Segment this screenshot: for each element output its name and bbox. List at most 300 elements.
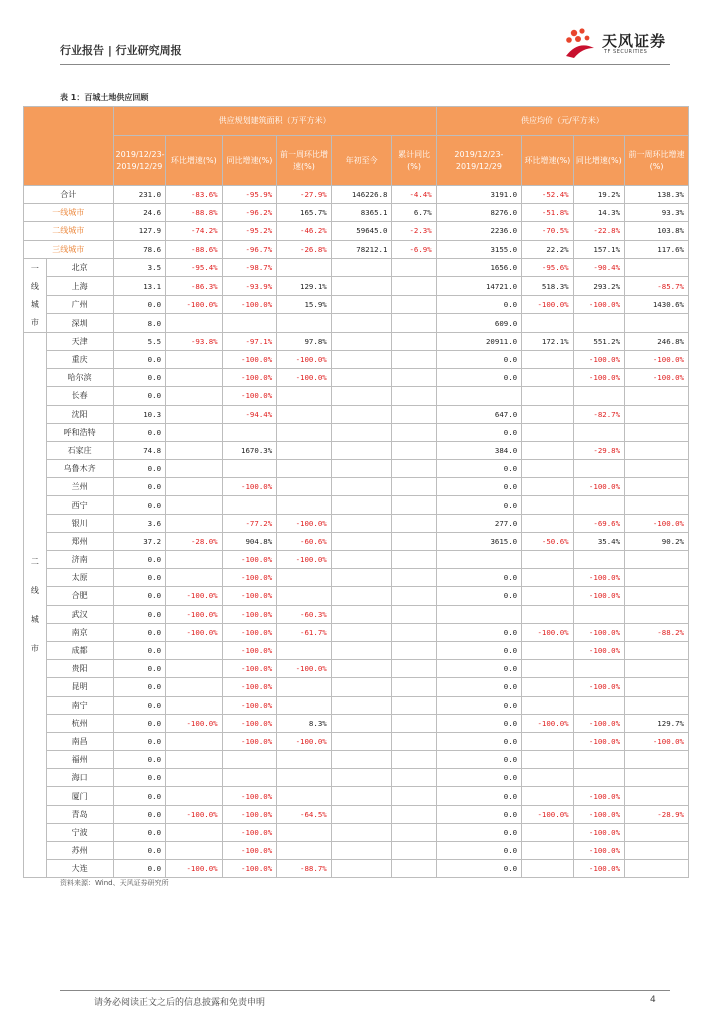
table-cell <box>331 387 392 405</box>
table-cell <box>522 732 573 750</box>
table-cell: 1656.0 <box>436 258 521 277</box>
table-row <box>24 460 689 478</box>
city-name: 兰州 <box>46 478 113 496</box>
city-name: 太原 <box>46 569 113 587</box>
table-cell: 78.6 <box>113 240 165 258</box>
table-cell: 0.0 <box>113 641 165 659</box>
city-name: 南昌 <box>46 732 113 750</box>
table-cell <box>522 860 573 878</box>
table-cell <box>277 587 332 605</box>
header-corner <box>24 107 114 186</box>
table-cell <box>625 587 689 605</box>
table-cell <box>392 769 436 787</box>
table-cell <box>331 769 392 787</box>
table-row <box>24 714 689 732</box>
table-row <box>24 478 689 496</box>
city-name: 沈阳 <box>46 405 113 423</box>
city-name: 天津 <box>46 332 113 350</box>
table-cell <box>166 660 223 678</box>
table-cell: -100.0% <box>625 350 689 368</box>
table-cell <box>277 641 332 659</box>
table-cell <box>392 350 436 368</box>
table-cell <box>522 842 573 860</box>
table-cell: 1430.6% <box>625 295 689 314</box>
table-cell <box>436 387 521 405</box>
table-cell <box>625 605 689 623</box>
table-cell <box>522 569 573 587</box>
table-cell: -100.0% <box>573 369 624 387</box>
table-cell <box>331 369 392 387</box>
table-title: 表 1：百城土地供应回顾 <box>60 93 149 102</box>
header-divider <box>60 64 670 65</box>
table-cell: 10.3 <box>113 405 165 423</box>
table-cell: -100.0% <box>166 623 223 641</box>
table-cell <box>277 769 332 787</box>
table-cell <box>331 751 392 769</box>
city-name: 哈尔滨 <box>46 369 113 387</box>
table-cell: -85.7% <box>625 277 689 296</box>
table-cell <box>625 860 689 878</box>
table-cell: 78212.1 <box>331 240 392 258</box>
table-cell: 0.0 <box>113 787 165 805</box>
table-cell: -93.8% <box>166 332 223 350</box>
table-row <box>24 696 689 714</box>
table-cell: -94.4% <box>222 405 277 423</box>
subheader-cell: 环比增速(%) <box>522 136 573 186</box>
table-cell <box>166 787 223 805</box>
table-cell <box>625 478 689 496</box>
table-row <box>24 350 689 368</box>
table-cell: 8.3% <box>277 714 332 732</box>
table-cell <box>166 314 223 333</box>
table-cell: 0.0 <box>113 295 165 314</box>
table-cell <box>522 678 573 696</box>
table-cell <box>625 423 689 441</box>
table-cell: -100.0% <box>166 860 223 878</box>
table-row <box>24 314 689 333</box>
table-cell <box>573 660 624 678</box>
table-cell: -100.0% <box>222 805 277 823</box>
table-cell <box>277 441 332 459</box>
table-cell <box>392 823 436 841</box>
table-row <box>24 551 689 569</box>
table-cell <box>166 423 223 441</box>
table-cell <box>166 387 223 405</box>
table-cell <box>625 769 689 787</box>
table-cell: -100.0% <box>222 387 277 405</box>
table-cell <box>166 478 223 496</box>
table-cell: 0.0 <box>436 660 521 678</box>
table-cell <box>277 569 332 587</box>
table-row <box>24 678 689 696</box>
table-cell: 3.5 <box>113 258 165 277</box>
table-cell <box>331 641 392 659</box>
table-cell <box>222 751 277 769</box>
table-cell: 0.0 <box>113 823 165 841</box>
table-cell: -88.7% <box>277 860 332 878</box>
table-cell: -95.4% <box>166 258 223 277</box>
table-row <box>24 332 689 350</box>
table-cell: -100.0% <box>573 350 624 368</box>
table-cell <box>331 496 392 514</box>
table-cell: -88.8% <box>166 204 223 222</box>
table-cell: -100.0% <box>222 732 277 750</box>
table-cell: 0.0 <box>436 569 521 587</box>
table-cell <box>166 842 223 860</box>
table-cell <box>392 732 436 750</box>
land-supply-table <box>23 106 689 878</box>
city-name: 昆明 <box>46 678 113 696</box>
table-cell: -100.0% <box>222 587 277 605</box>
table-cell <box>331 823 392 841</box>
table-cell: 0.0 <box>113 551 165 569</box>
table-cell <box>392 787 436 805</box>
table-cell: -52.4% <box>522 186 573 204</box>
table-cell: 277.0 <box>436 514 521 532</box>
table-cell <box>625 405 689 423</box>
table-cell <box>573 605 624 623</box>
city-name: 上海 <box>46 277 113 296</box>
table-cell <box>392 441 436 459</box>
table-cell <box>522 460 573 478</box>
table-cell <box>573 314 624 333</box>
table-cell <box>625 678 689 696</box>
table-cell: -100.0% <box>222 295 277 314</box>
table-cell: -100.0% <box>573 860 624 878</box>
table-cell: -100.0% <box>222 641 277 659</box>
table-cell <box>222 769 277 787</box>
table-cell <box>277 823 332 841</box>
table-cell <box>331 678 392 696</box>
table-cell: 165.7% <box>277 204 332 222</box>
city-name: 杭州 <box>46 714 113 732</box>
table-row <box>24 732 689 750</box>
table-cell <box>166 641 223 659</box>
table-cell <box>331 842 392 860</box>
table-cell <box>625 751 689 769</box>
table-cell <box>392 496 436 514</box>
table-cell: 0.0 <box>113 751 165 769</box>
table-cell <box>331 314 392 333</box>
table-cell: -96.7% <box>222 240 277 258</box>
summary-label: 合计 <box>24 186 114 204</box>
table-cell: -100.0% <box>573 787 624 805</box>
table-cell: 0.0 <box>113 805 165 823</box>
table-cell: 6.7% <box>392 204 436 222</box>
table-cell: -100.0% <box>222 551 277 569</box>
table-cell: 0.0 <box>436 496 521 514</box>
table-cell: -100.0% <box>222 623 277 641</box>
table-cell: 117.6% <box>625 240 689 258</box>
table-cell: 0.0 <box>436 423 521 441</box>
table-cell <box>392 678 436 696</box>
table-cell: 0.0 <box>436 587 521 605</box>
table-cell <box>166 732 223 750</box>
table-cell: 13.1 <box>113 277 165 296</box>
table-cell: 0.0 <box>113 587 165 605</box>
table-cell: -100.0% <box>222 350 277 368</box>
subheader-cell: 年初至今 <box>331 136 392 186</box>
table-cell: -82.7% <box>573 405 624 423</box>
table-cell: 0.0 <box>436 641 521 659</box>
table-header-row <box>24 107 689 136</box>
table-cell <box>277 696 332 714</box>
table-row <box>24 660 689 678</box>
table-cell: -60.3% <box>277 605 332 623</box>
table-cell: -100.0% <box>222 569 277 587</box>
table-cell <box>392 387 436 405</box>
source-note: 资料来源：Wind、天风证券研究所 <box>60 879 169 887</box>
table-cell: -100.0% <box>573 623 624 641</box>
city-name: 成都 <box>46 641 113 659</box>
table-cell: 0.0 <box>113 478 165 496</box>
table-cell <box>331 732 392 750</box>
table-cell: 293.2% <box>573 277 624 296</box>
table-cell: 8276.0 <box>436 204 521 222</box>
table-cell <box>166 696 223 714</box>
table-cell: 3191.0 <box>436 186 521 204</box>
table-cell: -100.0% <box>573 587 624 605</box>
table-cell: -61.7% <box>277 623 332 641</box>
city-name: 石家庄 <box>46 441 113 459</box>
table-cell: -88.6% <box>166 240 223 258</box>
table-cell: -100.0% <box>573 641 624 659</box>
table-cell <box>522 660 573 678</box>
table-row <box>24 258 689 277</box>
table-cell: -64.5% <box>277 805 332 823</box>
table-cell: 0.0 <box>113 696 165 714</box>
table-cell: -100.0% <box>166 805 223 823</box>
table-cell: -70.5% <box>522 222 573 240</box>
table-cell: 146226.8 <box>331 186 392 204</box>
table-cell: 14721.0 <box>436 277 521 296</box>
table-cell: 0.0 <box>436 478 521 496</box>
table-cell <box>522 641 573 659</box>
table-cell <box>625 551 689 569</box>
page-header <box>60 32 670 70</box>
table-cell: 0.0 <box>436 696 521 714</box>
table-cell: 0.0 <box>436 787 521 805</box>
table-cell <box>392 623 436 641</box>
city-name: 重庆 <box>46 350 113 368</box>
table-cell: 5.5 <box>113 332 165 350</box>
table-cell: -28.9% <box>625 805 689 823</box>
table-cell <box>277 387 332 405</box>
table-cell <box>522 605 573 623</box>
table-cell: 0.0 <box>113 769 165 787</box>
table-cell: -6.9% <box>392 240 436 258</box>
table-cell: -100.0% <box>222 787 277 805</box>
table-cell: -51.8% <box>522 204 573 222</box>
table-cell: -26.8% <box>277 240 332 258</box>
table-cell <box>625 258 689 277</box>
table-cell <box>522 387 573 405</box>
table-cell <box>392 314 436 333</box>
table-cell <box>522 514 573 532</box>
table-cell <box>625 696 689 714</box>
table-cell <box>331 277 392 296</box>
table-cell: 3615.0 <box>436 532 521 550</box>
table-row <box>24 860 689 878</box>
table-cell: 19.2% <box>573 186 624 204</box>
table-cell: -100.0% <box>222 605 277 623</box>
city-name: 郑州 <box>46 532 113 550</box>
table-cell <box>392 295 436 314</box>
table-cell: -100.0% <box>277 369 332 387</box>
table-cell <box>392 660 436 678</box>
table-row <box>24 423 689 441</box>
table-cell: 0.0 <box>113 369 165 387</box>
table-cell: -28.0% <box>166 532 223 550</box>
table-cell: 904.8% <box>222 532 277 550</box>
table-cell <box>625 660 689 678</box>
city-name: 宁波 <box>46 823 113 841</box>
city-name: 南宁 <box>46 696 113 714</box>
table-cell: 0.0 <box>113 423 165 441</box>
table-cell: -60.6% <box>277 532 332 550</box>
table-row <box>24 532 689 550</box>
table-cell <box>331 551 392 569</box>
city-name: 苏州 <box>46 842 113 860</box>
table-cell: -95.9% <box>222 186 277 204</box>
table-cell <box>222 314 277 333</box>
table-row <box>24 441 689 459</box>
subheader-cell: 2019/12/23-2019/12/29 <box>436 136 521 186</box>
table-cell <box>166 441 223 459</box>
tf-securities-logo <box>560 24 670 64</box>
table-cell: 231.0 <box>113 186 165 204</box>
table-row <box>24 387 689 405</box>
table-cell: -27.9% <box>277 186 332 204</box>
subheader-cell: 同比增速(%) <box>222 136 277 186</box>
table-cell <box>166 496 223 514</box>
table-cell <box>392 532 436 550</box>
header-group-area: 供应规划建筑面积（万平方米） <box>113 107 436 136</box>
table-cell: -100.0% <box>573 732 624 750</box>
table-cell <box>573 387 624 405</box>
header-group-price: 供应均价（元/平方米） <box>436 107 688 136</box>
table-cell: -100.0% <box>222 478 277 496</box>
table-cell: -22.8% <box>573 222 624 240</box>
table-cell: -100.0% <box>222 860 277 878</box>
table-cell <box>166 569 223 587</box>
table-cell <box>166 350 223 368</box>
table-row <box>24 823 689 841</box>
table-cell: -100.0% <box>166 587 223 605</box>
table-cell: 138.3% <box>625 186 689 204</box>
city-name: 长春 <box>46 387 113 405</box>
table-cell <box>392 258 436 277</box>
table-cell: -100.0% <box>277 514 332 532</box>
table-cell <box>625 314 689 333</box>
table-cell: -86.3% <box>166 277 223 296</box>
table-cell <box>522 478 573 496</box>
table-cell: 0.0 <box>113 714 165 732</box>
table-cell: -50.6% <box>522 532 573 550</box>
table-cell: 0.0 <box>113 623 165 641</box>
table-cell <box>392 605 436 623</box>
table-cell: 8365.1 <box>331 204 392 222</box>
table-cell <box>522 587 573 605</box>
table-cell: -2.3% <box>392 222 436 240</box>
table-cell: 24.6 <box>113 204 165 222</box>
table-cell <box>392 332 436 350</box>
report-category: 行业报告 | 行业研究周报 <box>60 44 182 57</box>
table-cell <box>331 714 392 732</box>
table-row <box>24 842 689 860</box>
table-cell <box>573 769 624 787</box>
table-cell <box>522 350 573 368</box>
table-cell: -100.0% <box>222 660 277 678</box>
table-cell: 0.0 <box>113 605 165 623</box>
table-cell <box>277 787 332 805</box>
table-cell: 3155.0 <box>436 240 521 258</box>
table-row <box>24 641 689 659</box>
table-cell: 172.1% <box>522 332 573 350</box>
table-cell: 0.0 <box>113 860 165 878</box>
table-cell: 20911.0 <box>436 332 521 350</box>
table-cell: -100.0% <box>277 660 332 678</box>
table-cell <box>331 787 392 805</box>
table-cell <box>331 350 392 368</box>
table-cell: 384.0 <box>436 441 521 459</box>
table-cell: -100.0% <box>573 805 624 823</box>
table-cell: -69.6% <box>573 514 624 532</box>
page-number: 4 <box>650 995 656 1005</box>
table-cell <box>522 405 573 423</box>
table-cell: 0.0 <box>436 732 521 750</box>
table-cell: -100.0% <box>222 678 277 696</box>
table-cell <box>166 678 223 696</box>
table-cell: -100.0% <box>277 350 332 368</box>
table-cell: 0.0 <box>436 369 521 387</box>
table-cell <box>392 423 436 441</box>
table-cell: 0.0 <box>436 714 521 732</box>
table-cell: -100.0% <box>573 478 624 496</box>
table-cell <box>625 460 689 478</box>
table-cell <box>166 460 223 478</box>
table-cell: 518.3% <box>522 277 573 296</box>
table-cell <box>392 805 436 823</box>
table-cell: -74.2% <box>166 222 223 240</box>
table-cell <box>331 295 392 314</box>
table-cell: 0.0 <box>436 623 521 641</box>
table-cell <box>573 460 624 478</box>
table-cell: 14.3% <box>573 204 624 222</box>
table-cell: 97.8% <box>277 332 332 350</box>
table-cell: 0.0 <box>113 350 165 368</box>
table-cell: 157.1% <box>573 240 624 258</box>
table-cell: 8.0 <box>113 314 165 333</box>
table-cell: 74.8 <box>113 441 165 459</box>
table-cell: -100.0% <box>222 696 277 714</box>
table-cell: -4.4% <box>392 186 436 204</box>
table-cell: -100.0% <box>522 714 573 732</box>
table-cell: -100.0% <box>625 369 689 387</box>
table-cell <box>522 441 573 459</box>
table-cell: 129.7% <box>625 714 689 732</box>
table-cell <box>277 751 332 769</box>
table-subheader-row <box>24 136 689 186</box>
city-name: 呼和浩特 <box>46 423 113 441</box>
table-cell: 3.6 <box>113 514 165 532</box>
table-row <box>24 496 689 514</box>
subheader-cell: 前一周环比增速(%) <box>625 136 689 186</box>
table-cell: 0.0 <box>436 751 521 769</box>
table-cell <box>331 696 392 714</box>
table-cell <box>436 551 521 569</box>
summary-row <box>24 222 689 240</box>
